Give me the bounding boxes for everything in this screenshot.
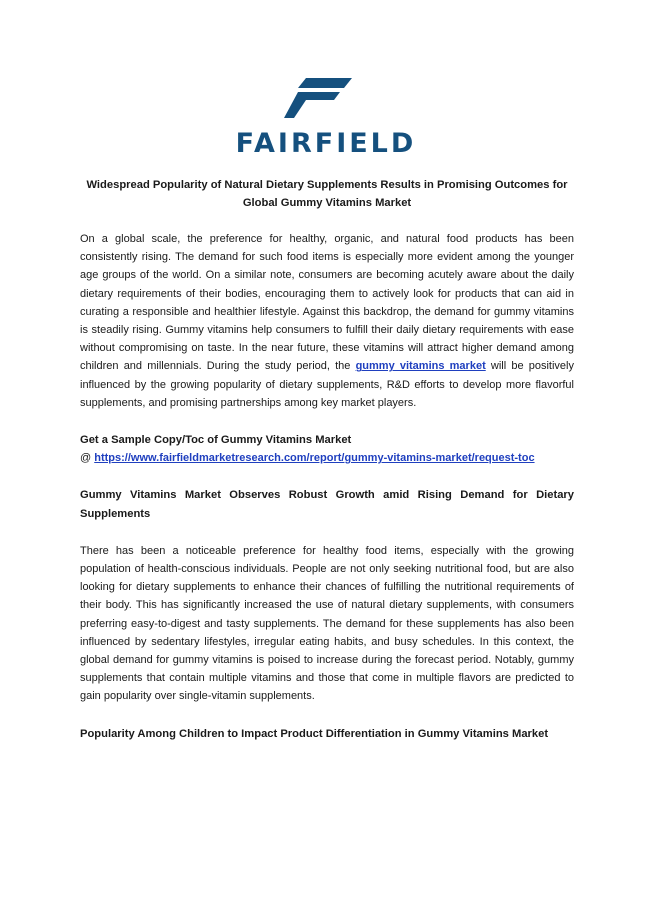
section-heading-growth: Gummy Vitamins Market Observes Robust Growth amid Rising Demand for Dietary Supplements [80, 489, 574, 520]
document-body [80, 176, 574, 743]
fairfield-flag-icon [226, 76, 426, 124]
fairfield-logo [226, 76, 426, 158]
sample-url-prefix: @ [80, 452, 95, 465]
sample-copy-heading: Get a Sample Copy/Toc of Gummy Vitamins Market [80, 434, 352, 447]
section-heading-children: Popularity Among Children to Impact Product Differentiation in Gummy Vitamins Market [80, 727, 549, 740]
growth-paragraph: There has been a noticeable preference for healthy food items, especially with the growing population of health-conscious individuals. People are not only seeking nutritional food, but are also looking for dietary supplements to enhance their chances of fulfilling the nutritional requirements of their body. This has significantly increased the use of natural dietary supplements, with consumers preferring easy-to-digest and tasty supplements. The demand for these supplements has also been influenced by sedentary lifestyles, irregular eating habits, and busy schedules. In this context, the global demand for gummy vitamins is poised to increase during the forecast period. Notably, gummy supplements that contain multiple vitamins and those that come in multiple flavors are predicted to gain popularity over single-vitamin supplements. [80, 544, 574, 703]
gummy-vitamins-market-link[interactable]: gummy vitamins market [355, 360, 486, 373]
intro-text-start: On a global scale, the preference for healthy, organic, and natural food products has been consistently rising. The demand for such food items is especially more evident among the younger age groups of the world. On a similar note, consumers are becoming acutely aware about the daily dietary requirements of their bodies, encouraging them to actively look for products that can aid in curating a responsible and healthier lifestyle. Against this backdrop, the demand for gummy vitamins is steadily rising. Gummy vitamins help consumers to fulfill their daily dietary requirements with ease without compromising on taste. In the near future, these vitamins will attract higher demand among children and millennials. During the study period, the [80, 233, 574, 373]
logo-wordmark: FAIRFIELD [235, 128, 417, 159]
intro-text-end: will be positively influenced by the growing popularity of dietary supplements, R&D efforts to develop more flavorful supplements, and promising partnerships among key market players. [80, 360, 574, 409]
document-title: Widespread Popularity of Natural Dietary Supplements Results in Promising Outcomes for Global Gummy Vitamins Market [86, 179, 568, 209]
sample-url-line [80, 449, 574, 467]
request-toc-link[interactable]: https://www.fairfieldmarketresearch.com/report/gummy-vitamins-market/request-toc [94, 452, 535, 465]
intro-paragraph [80, 230, 574, 412]
